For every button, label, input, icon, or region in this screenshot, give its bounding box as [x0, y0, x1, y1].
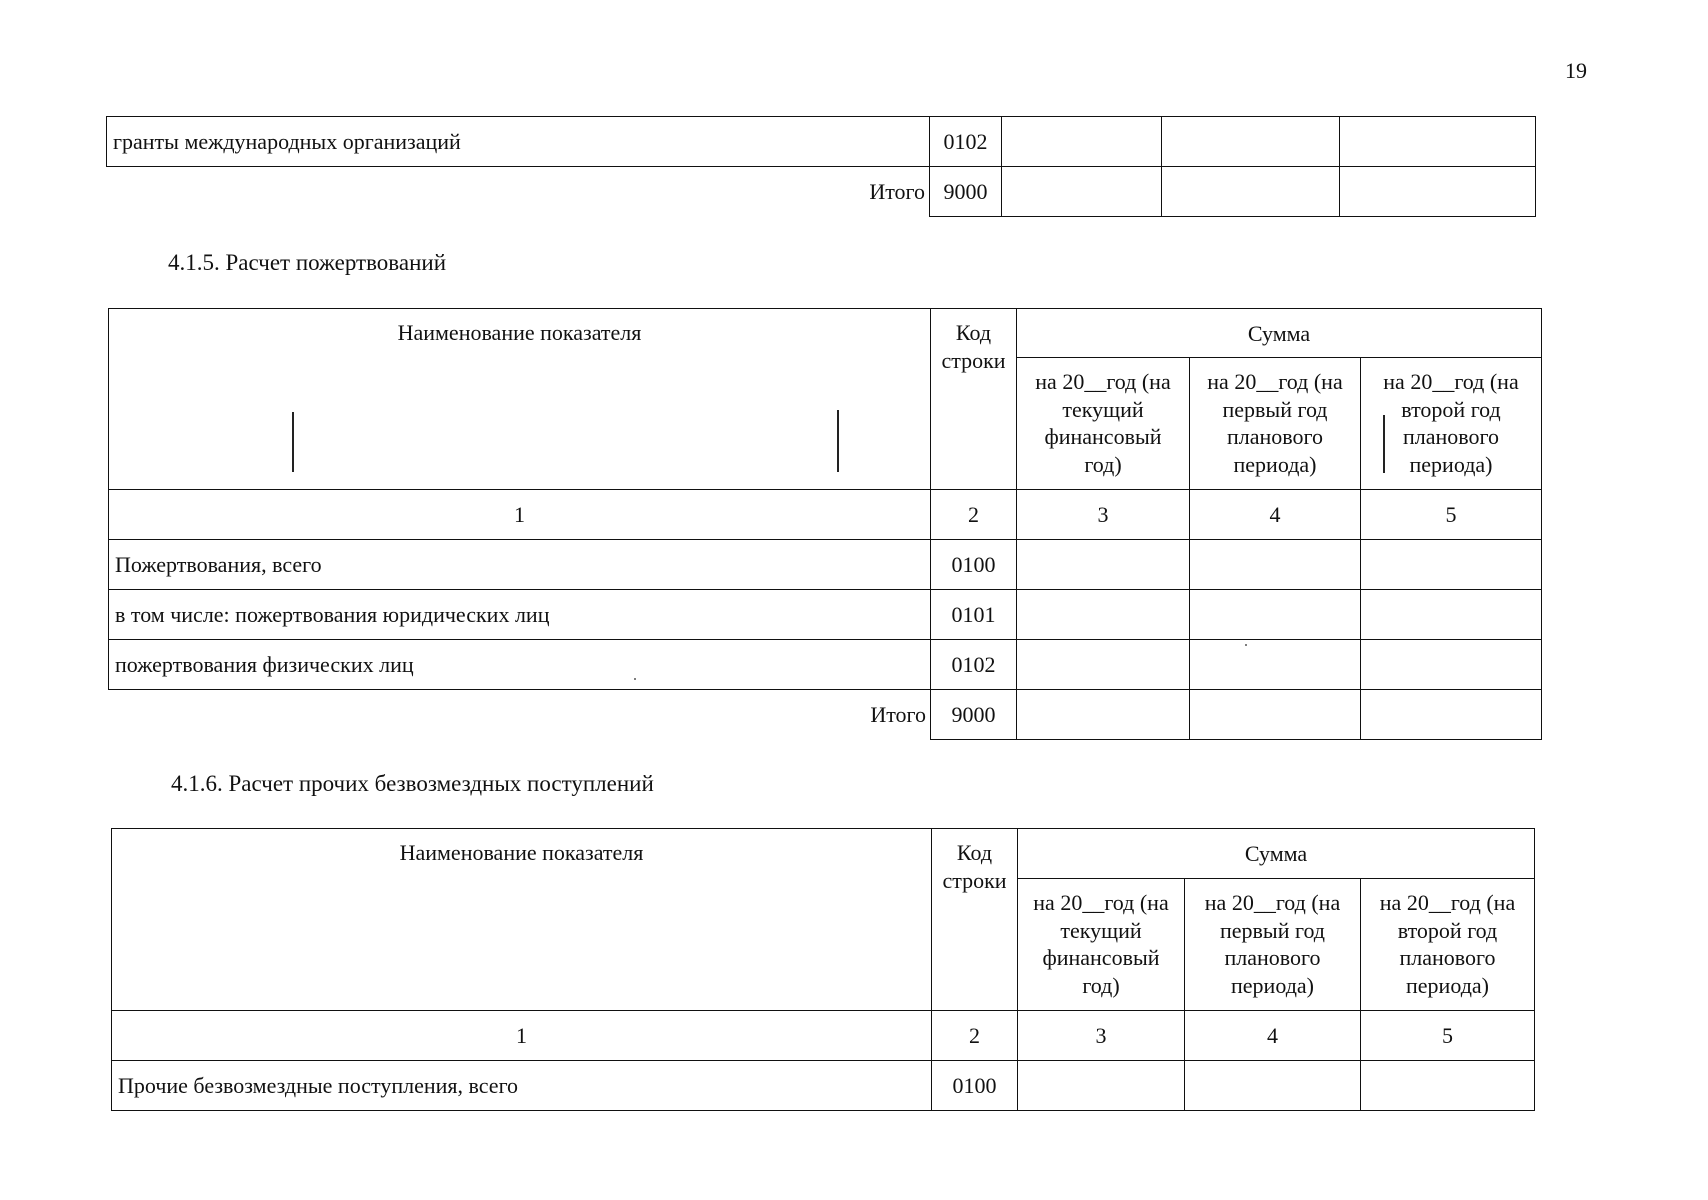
value-cell[interactable]: [1017, 640, 1190, 690]
row-name: гранты международных организаций: [107, 117, 930, 167]
column-number: 1: [109, 490, 931, 540]
column-number: 5: [1361, 1011, 1535, 1061]
column-header-name: Наименование показателя: [112, 829, 932, 1011]
column-number-row: [112, 1011, 1535, 1061]
row-code: 0100: [932, 1061, 1018, 1111]
column-header-current-year: на 20__год (на текущий финансовый год): [1018, 879, 1185, 1011]
section-heading-415: 4.1.5. Расчет пожертвований: [168, 250, 446, 275]
column-header-first-plan-year: на 20__год (на первый год планового периода): [1190, 358, 1361, 490]
column-header-second-plan-year: на 20__год (на второй год планового периода): [1361, 358, 1542, 490]
scan-artifact-mark: [837, 410, 839, 472]
table-row: [109, 590, 1542, 640]
scan-artifact-speck: [634, 678, 636, 680]
column-header-first-plan-year: на 20__год (на первый год планового периода): [1185, 879, 1361, 1011]
total-code: 9000: [931, 690, 1017, 740]
row-name: Прочие безвозмездные поступления, всего: [112, 1061, 932, 1111]
row-name: пожертвования физических лиц: [109, 640, 931, 690]
scan-artifact-mark: [292, 412, 294, 472]
value-cell[interactable]: [1190, 590, 1361, 640]
header-row: [109, 309, 1542, 358]
column-number: 2: [932, 1011, 1018, 1061]
table-row: [109, 540, 1542, 590]
value-cell[interactable]: [1017, 540, 1190, 590]
value-cell[interactable]: [1002, 167, 1162, 217]
column-header-sum: Сумма: [1017, 309, 1542, 358]
other-gratuitous-receipts-table: [111, 828, 1535, 1111]
value-cell[interactable]: [1190, 690, 1361, 740]
code-header-line: Код: [956, 840, 993, 865]
value-cell[interactable]: [1002, 117, 1162, 167]
value-cell[interactable]: [1190, 540, 1361, 590]
value-cell[interactable]: [1340, 167, 1536, 217]
value-cell[interactable]: [1162, 167, 1340, 217]
row-code: 0102: [930, 117, 1002, 167]
row-code: 0101: [931, 590, 1017, 640]
scan-artifact-speck: [1245, 644, 1247, 646]
table-row: [107, 117, 1536, 167]
grants-table-fragment: [106, 116, 1536, 217]
scan-artifact-mark: [1383, 415, 1385, 473]
column-header-second-plan-year: на 20__год (на второй год планового периода): [1361, 879, 1535, 1011]
value-cell[interactable]: [1185, 1061, 1361, 1111]
column-number: 2: [931, 490, 1017, 540]
code-header-line: строки: [942, 868, 1007, 893]
value-cell[interactable]: [1361, 690, 1542, 740]
row-name: Пожертвования, всего: [109, 540, 931, 590]
column-header-code: [932, 829, 1018, 1011]
value-cell[interactable]: [1361, 1061, 1535, 1111]
value-cell[interactable]: [1361, 640, 1542, 690]
table-row: [109, 640, 1542, 690]
column-number: 5: [1361, 490, 1542, 540]
column-number: 3: [1018, 1011, 1185, 1061]
total-row: [109, 690, 1542, 740]
row-code: 0102: [931, 640, 1017, 690]
value-cell[interactable]: [1017, 690, 1190, 740]
column-number-row: [109, 490, 1542, 540]
row-name: в том числе: пожертвования юридических лиц: [109, 590, 931, 640]
value-cell[interactable]: [1340, 117, 1536, 167]
value-cell[interactable]: [1361, 590, 1542, 640]
column-number: 1: [112, 1011, 932, 1061]
total-row: [107, 167, 1536, 217]
column-header-sum: Сумма: [1018, 829, 1535, 879]
total-label: Итого: [109, 690, 931, 740]
code-header-line: Код: [955, 320, 992, 345]
donations-table: [108, 308, 1542, 740]
header-row: [112, 829, 1535, 879]
value-cell[interactable]: [1190, 640, 1361, 690]
code-header-line: строки: [941, 348, 1006, 373]
column-number: 3: [1017, 490, 1190, 540]
value-cell[interactable]: [1017, 590, 1190, 640]
table-row: [112, 1061, 1535, 1111]
section-heading-416: 4.1.6. Расчет прочих безвозмездных поступлений: [171, 771, 654, 796]
value-cell[interactable]: [1018, 1061, 1185, 1111]
column-number: 4: [1185, 1011, 1361, 1061]
column-header-name: Наименование показателя: [109, 309, 931, 490]
column-number: 4: [1190, 490, 1361, 540]
page-number: 19: [1565, 58, 1587, 83]
row-code: 0100: [931, 540, 1017, 590]
column-header-code: [931, 309, 1017, 490]
column-header-current-year: на 20__год (на текущий финансовый год): [1017, 358, 1190, 490]
total-code: 9000: [930, 167, 1002, 217]
value-cell[interactable]: [1361, 540, 1542, 590]
value-cell[interactable]: [1162, 117, 1340, 167]
total-label: Итого: [107, 167, 930, 217]
